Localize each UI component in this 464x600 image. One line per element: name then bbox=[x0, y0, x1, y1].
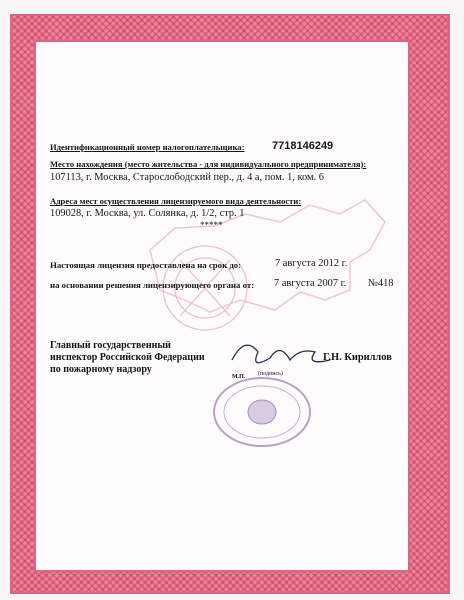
inspector-name: Г.Н. Кириллов bbox=[323, 352, 392, 363]
inn-value: 7718146249 bbox=[272, 140, 334, 152]
term-label: Настоящая лицензия предоставлена на срок до: bbox=[50, 260, 242, 270]
inn-label: Идентификационный номер налогоплательщика: bbox=[50, 142, 245, 152]
decision-label: на основании решения лицензирующего органа от: bbox=[50, 280, 255, 290]
inspector-title-line1: Главный государственный bbox=[50, 340, 171, 351]
location-value: 107113, г. Москва, Старослободский пер., д. 4 а, пом. 1, ком. 6 bbox=[50, 172, 324, 183]
inspector-title-line3: по пожарному надзору bbox=[50, 364, 152, 375]
content-area bbox=[34, 40, 410, 572]
seal-caption: М.П. bbox=[232, 374, 246, 380]
activity-address-label: Адреса мест осуществления лицензируемого вида деятельности: bbox=[50, 196, 302, 206]
signature-caption: (подпись) bbox=[258, 371, 283, 377]
term-value: 7 августа 2012 г. bbox=[275, 258, 348, 269]
separator-stars: ***** bbox=[200, 220, 223, 230]
inspector-title-line2: инспектор Российской Федерации bbox=[50, 352, 205, 363]
decision-date: 7 августа 2007 г. bbox=[274, 278, 347, 289]
location-label: Место нахождения (место жительства - для индивидуального предпринимателя): bbox=[50, 159, 367, 169]
activity-address-value: 109028, г. Москва, ул. Солянка, д. 1/2, стр. 1 bbox=[50, 208, 245, 219]
decision-number: №418 bbox=[368, 278, 394, 289]
